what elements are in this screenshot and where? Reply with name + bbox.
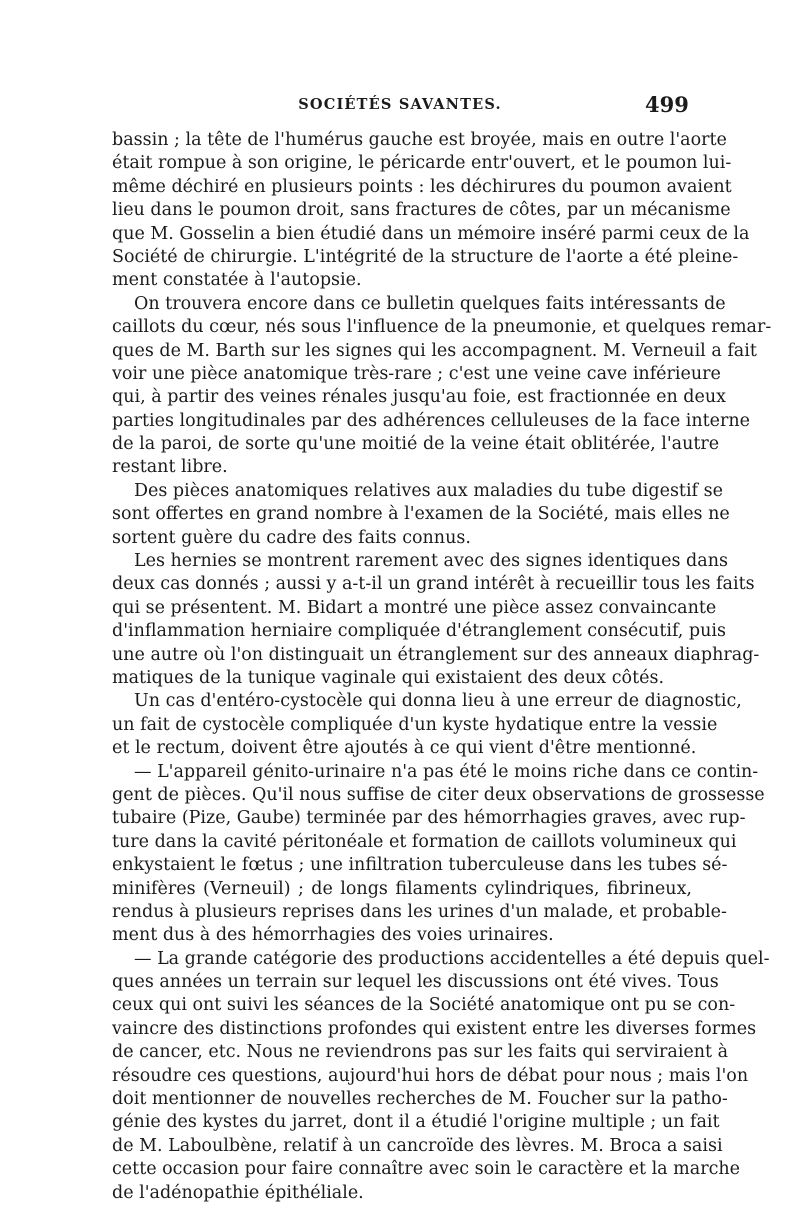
text-line: rendus à plusieurs reprises dans les urines d'un malade, et probable- [112, 901, 727, 922]
text-line: — L'appareil génito-urinaire n'a pas été le moins riche dans ce contin- [134, 761, 759, 782]
text-line: deux cas donnés ; aussi y a-t-il un grand intérêt à recueillir tous les faits [112, 574, 755, 595]
text-line: ment dus à des hémorrhagies des voies urinaires. [112, 925, 554, 946]
text-line: un fait de cystocèle compliquée d'un kyste hydatique entre la vessie [112, 714, 718, 735]
text-line: Société de chirurgie. L'intégrité de la structure de l'aorte a été pleine- [112, 246, 739, 267]
text-line: parties longitudinales par des adhérences celluleuses de la face interne [112, 410, 750, 431]
text-line: de M. Laboulbène, relatif à un cancroïde des lèvres. M. Broca a saisi [112, 1135, 723, 1156]
text-line: Un cas d'entéro-cystocèle qui donna lieu à une erreur de diagnostic, [134, 691, 742, 712]
text-line: vaincre des distinctions profondes qui existent entre les diverses formes [112, 1018, 757, 1039]
text-line: voir une pièce anatomique très-rare ; c'est une veine cave inférieure [112, 363, 721, 384]
text-line: même déchiré en plusieurs points : les déchirures du poumon avaient [112, 176, 732, 197]
text-line: était rompue à son origine, le péricarde entr'ouvert, et le poumon lui- [112, 153, 732, 174]
text-line: caillots du cœur, nés sous l'influence de la pneumonie, et quelques remar- [112, 317, 772, 338]
body-text [112, 129, 772, 1205]
text-line: de cancer, etc. Nous ne reviendrons pas sur les faits qui serviraient à [112, 1042, 729, 1063]
text-line: ques de M. Barth sur les signes qui les accompagnent. M. Verneuil a fait [112, 340, 757, 361]
text-line: que M. Gosselin a bien étudié dans un mémoire inséré parmi ceux de la [112, 223, 750, 244]
text-line: génie des kystes du jarret, dont il a étudié l'origine multiple ; un fait [112, 1112, 720, 1133]
text-line: bassin ; la tête de l'humérus gauche est broyée, mais en outre l'aorte [112, 130, 727, 150]
text-line: résoudre ces questions, aujourd'hui hors de débat pour nous ; mais l'on [112, 1065, 749, 1086]
text-line: gent de pièces. Qu'il nous suffise de citer deux observations de grossesse [112, 784, 765, 805]
text-line: — La grande catégorie des productions accidentelles a été depuis quel- [134, 948, 770, 969]
running-head [0, 92, 800, 122]
text-line: qui, à partir des veines rénales jusqu'au foie, est fractionnée en deux [112, 387, 726, 408]
text-line: ment constatée à l'autopsie. [112, 270, 362, 291]
text-line: sont offertes en grand nombre à l'examen de la Société, mais elles ne [112, 504, 730, 525]
text-line: lieu dans le poumon droit, sans fractures de côtes, par un mécanisme [112, 200, 731, 221]
text-line: sortent guère du cadre des faits connus. [112, 527, 471, 548]
text-line: minifères (Verneuil) ; de longs filaments cylindriques, fibrineux, [112, 878, 692, 899]
text-line: restant libre. [112, 457, 228, 478]
text-line: ture dans la cavité péritonéale et formation de caillots volumineux qui [112, 831, 737, 852]
text-line: enkystaient le fœtus ; une infiltration tuberculeuse dans les tubes sé- [112, 855, 728, 876]
page-number: 499 [645, 92, 689, 117]
text-line: ques années un terrain sur lequel les discussions ont été vives. Tous [112, 972, 719, 993]
text-line: de la paroi, de sorte qu'une moitié de la veine était oblitérée, l'autre [112, 434, 720, 455]
text-line: et le rectum, doivent être ajoutés à ce qui vient d'être mentionné. [112, 738, 697, 759]
text-line: Des pièces anatomiques relatives aux maladies du tube digestif se [134, 480, 723, 501]
text-line: Les hernies se montrent rarement avec des signes identiques dans [134, 551, 728, 572]
text-line: doit mentionner de nouvelles recherches de M. Foucher sur la patho- [112, 1089, 728, 1110]
text-line: ceux qui ont suivi les séances de la Société anatomique ont pu se con- [112, 995, 736, 1016]
running-title: SOCIÉTÉS SAVANTES. [298, 96, 502, 113]
text-line: On trouvera encore dans ce bulletin quelques faits intéressants de [134, 293, 726, 314]
text-line: tubaire (Pize, Gaube) terminée par des hémorrhagies graves, avec rup- [112, 808, 746, 829]
text-line: une autre où l'on distinguait un étranglement sur des anneaux diaphrag- [112, 644, 760, 665]
text-line: d'inflammation herniaire compliquée d'étranglement consécutif, puis [112, 621, 726, 642]
text-line: matiques de la tunique vaginale qui existaient des deux côtés. [112, 667, 665, 688]
text-line: qui se présentent. M. Bidart a montré une pièce assez convaincante [112, 597, 717, 618]
text-line: de l'adénopathie épithéliale. [112, 1182, 364, 1203]
text-line: cette occasion pour faire connaître avec soin le caractère et la marche [112, 1159, 740, 1180]
